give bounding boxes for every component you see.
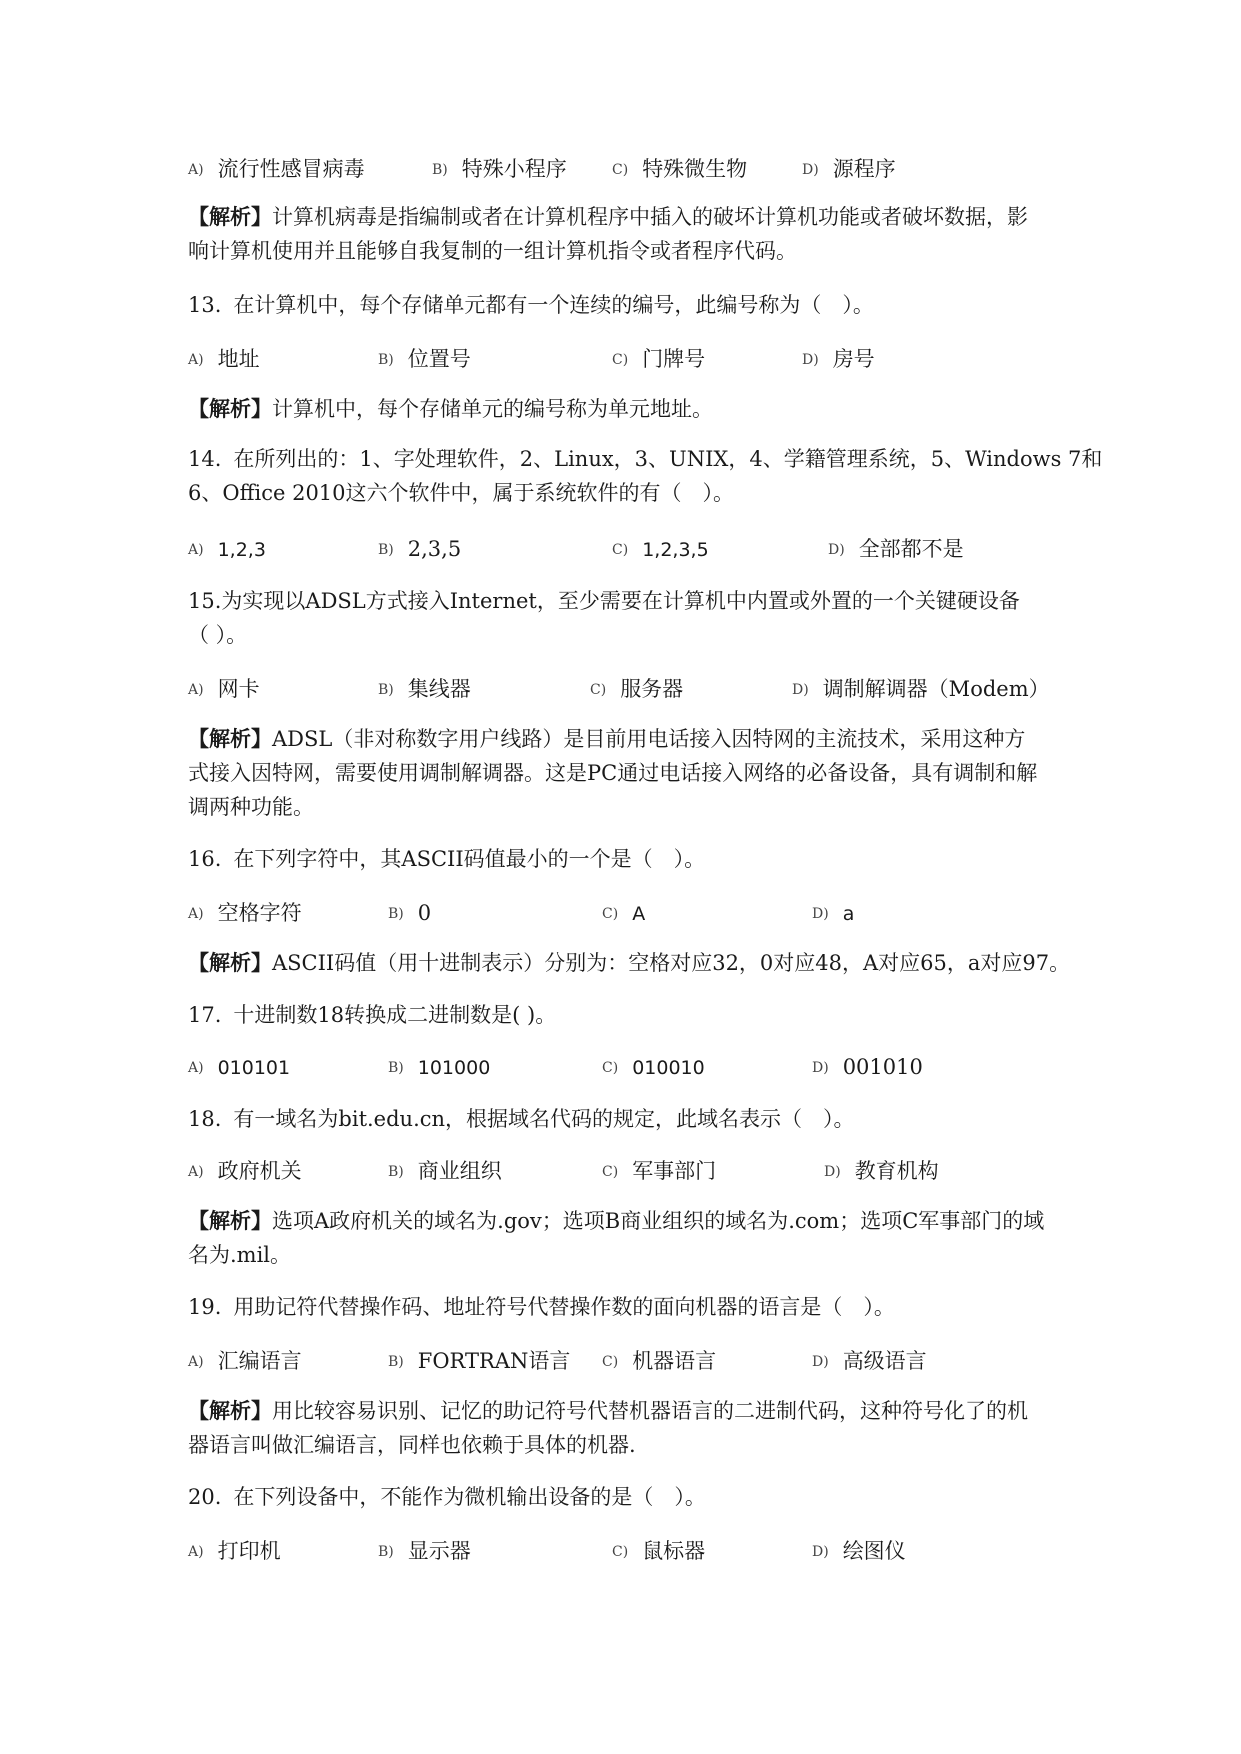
q16-option-c: C) A xyxy=(602,903,646,925)
q15-option-d: D) 调制解调器（Modem） xyxy=(792,677,1050,701)
q18-option-b: B) 商业组织 xyxy=(388,1159,502,1183)
q16-option-a: A) 空格字符 xyxy=(188,901,302,925)
q12-explanation: 【解析】计算机病毒是指编制或者在计算机程序中插入的破坏计算机功能或者破坏数据，影 响计算机使用并且能够自我复制的一组计算机指令或者程序代码。 xyxy=(188,204,1028,263)
q14-question: 14. 在所列出的：1、字处理软件，2、Linux，3、UNIX，4、学籍管理系统，5、Windows 7和 6、Office 2010这六个软件中，属于系统软件的有（ ）。 xyxy=(188,447,1103,505)
q20-option-a: A) 打印机 xyxy=(188,1539,281,1563)
q12-option-a: A) 流行性感冒病毒 xyxy=(188,157,365,181)
q15-option-b: B) 集线器 xyxy=(378,677,471,701)
q18-option-d: D) 教育机构 xyxy=(824,1159,939,1183)
q18-options xyxy=(188,1154,1088,1188)
q20-option-b: B) 显示器 xyxy=(378,1539,471,1563)
q13-options xyxy=(188,342,1088,376)
q15-option-a: A) 网卡 xyxy=(188,677,260,701)
q15-options xyxy=(188,672,1088,706)
q18-explanation: 【解析】选项A政府机关的域名为.gov；选项B商业组织的域名为.com；选项C军事部门的域 名为.mil。 xyxy=(188,1208,1045,1267)
q19-option-c: C) 机器语言 xyxy=(602,1349,717,1373)
q19-option-b: B) FORTRAN语言 xyxy=(388,1349,571,1373)
q12-option-b: B) 特殊小程序 xyxy=(432,157,567,181)
q16-explanation: 【解析】ASCII码值（用十进制表示）分别为：空格对应32，0对应48，A对应65，a对应97。 xyxy=(188,950,1071,975)
q20-options xyxy=(188,1534,1088,1568)
q19-explanation: 【解析】用比较容易识别、记忆的助记符号代替机器语言的二进制代码，这种符号化了的机 器语言叫做汇编语言，同样也依赖于具体的机器. xyxy=(188,1398,1028,1457)
q16-option-b: B) 0 xyxy=(388,901,432,925)
q16-options xyxy=(188,896,1088,930)
q18-question: 18. 有一域名为bit.edu.cn，根据域名代码的规定，此域名表示（ ）。 xyxy=(188,1107,855,1131)
q13-option-c: C) 门牌号 xyxy=(612,347,706,371)
q18-option-a: A) 政府机关 xyxy=(188,1159,302,1183)
q20-question: 20. 在下列设备中，不能作为微机输出设备的是（ ）。 xyxy=(188,1485,706,1509)
q16-option-d: D) a xyxy=(812,903,855,925)
q19-question: 19. 用助记符代替操作码、地址符号代替操作数的面向机器的语言是（ ）。 xyxy=(188,1295,895,1319)
q15-explanation: 【解析】ADSL（非对称数字用户线路）是目前用电话接入因特网的主流技术，采用这种方 式接入因特网，需要使用调制解调器。这是PC通过电话接入网络的必备设备，具有调制和解 调两种功能。 xyxy=(188,726,1038,819)
q12-option-c: C) 特殊微生物 xyxy=(612,157,748,181)
q15-option-c: C) 服务器 xyxy=(590,677,684,701)
q13-option-b: B) 位置号 xyxy=(378,347,471,371)
q14-option-d: D) 全部都不是 xyxy=(828,537,964,561)
q16-question: 16. 在下列字符中，其ASCII码值最小的一个是（ ）。 xyxy=(188,847,706,871)
q17-options xyxy=(188,1050,1088,1084)
q13-option-d: D) 房号 xyxy=(802,347,875,371)
q14-option-a: A) 1,2,3 xyxy=(188,539,266,561)
q17-option-b: B) 101000 xyxy=(388,1057,491,1079)
q14-option-b: B) 2,3,5 xyxy=(378,537,462,561)
q17-option-c: C) 010010 xyxy=(602,1057,705,1079)
q12-option-d: D) 源程序 xyxy=(802,157,896,181)
q14-options xyxy=(188,532,1088,566)
q19-options xyxy=(188,1344,1088,1378)
q19-option-a: A) 汇编语言 xyxy=(188,1349,302,1373)
q17-question: 17. 十进制数18转换成二进制数是( )。 xyxy=(188,1003,557,1027)
q12-options xyxy=(188,152,1088,186)
q13-question: 13. 在计算机中，每个存储单元都有一个连续的编号，此编号称为（ ）。 xyxy=(188,293,874,317)
q20-option-c: C) 鼠标器 xyxy=(612,1539,706,1563)
q17-option-d: D) 001010 xyxy=(812,1055,923,1079)
q13-explanation: 【解析】计算机中，每个存储单元的编号称为单元地址。 xyxy=(188,396,713,421)
q17-option-a: A) 010101 xyxy=(188,1057,291,1079)
q14-option-c: C) 1,2,3,5 xyxy=(612,539,709,561)
q19-option-d: D) 高级语言 xyxy=(812,1349,927,1373)
q15-question: 15.为实现以ADSL方式接入Internet，至少需要在计算机中内置或外置的一个关键硬设备 （ ）。 xyxy=(188,589,1020,647)
q13-option-a: A) 地址 xyxy=(188,347,260,371)
q18-option-c: C) 军事部门 xyxy=(602,1159,717,1183)
q20-option-d: D) 绘图仪 xyxy=(812,1539,906,1563)
